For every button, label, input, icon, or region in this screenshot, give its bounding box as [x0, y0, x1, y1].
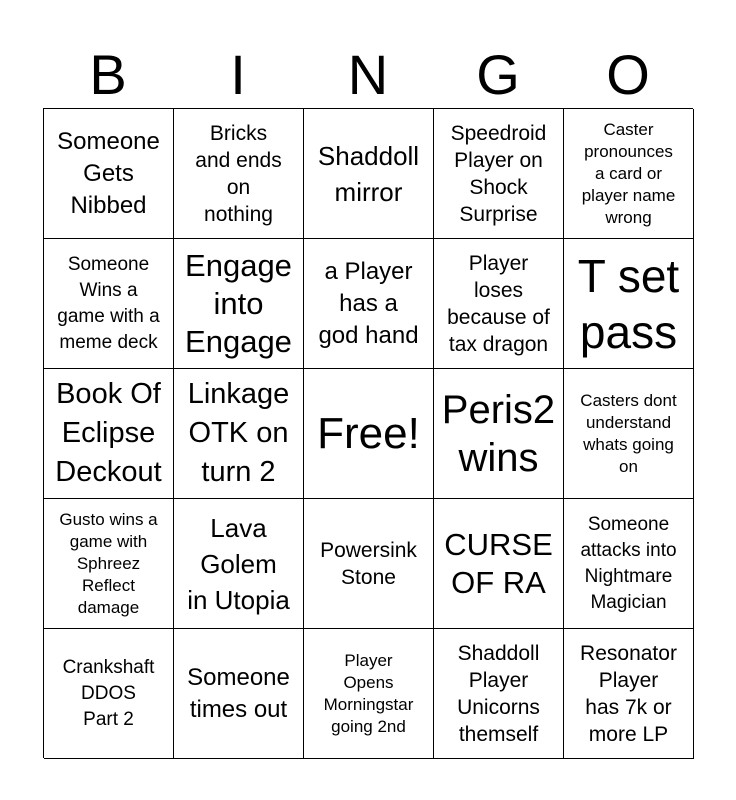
cell-text: Someone times out: [187, 663, 290, 723]
cell-text: Powersink Stone: [320, 538, 417, 589]
cell-text: Engage into Engage: [185, 247, 292, 359]
bingo-cell[interactable]: [304, 629, 434, 759]
bingo-cell[interactable]: [434, 499, 564, 629]
cell-text: Player loses because of tax dragon: [447, 251, 550, 356]
bingo-header: [43, 42, 693, 108]
bingo-cell[interactable]: [44, 499, 174, 629]
bingo-cell[interactable]: [44, 239, 174, 369]
cell-text: Gusto wins a game with Sphreez Reflect damage: [59, 509, 158, 617]
bingo-cell[interactable]: [564, 499, 694, 629]
bingo-cell[interactable]: [174, 109, 304, 239]
cell-text: Free!: [317, 408, 420, 458]
cell-text: Crankshaft DDOS Part 2: [62, 656, 155, 730]
cell-text: Linkage OTK on turn 2: [187, 378, 290, 488]
bingo-cell[interactable]: [44, 109, 174, 239]
bingo-cell[interactable]: [304, 109, 434, 239]
bingo-cell[interactable]: [434, 109, 564, 239]
cell-text: Bricks and ends on nothing: [195, 121, 282, 226]
bingo-cell[interactable]: [304, 239, 434, 369]
bingo-cell[interactable]: [44, 369, 174, 499]
bingo-cell[interactable]: [564, 629, 694, 759]
header-letter-n: N: [347, 43, 389, 106]
cell-text: Resonator Player has 7k or more LP: [580, 641, 677, 746]
cell-text: a Player has a god hand: [318, 257, 419, 349]
cell-text: CURSE OF RA: [444, 526, 553, 600]
bingo-cell[interactable]: [434, 629, 564, 759]
header-letter-o: O: [606, 43, 650, 106]
bingo-cell[interactable]: [174, 369, 304, 499]
cell-text: Casters dont understand whats going on: [580, 390, 677, 476]
cell-text: Shaddoll Player Unicorns themself: [457, 641, 540, 746]
cell-text: T set pass: [577, 249, 680, 358]
bingo-cell[interactable]: [564, 109, 694, 239]
cell-text: Someone Wins a game with a meme deck: [57, 253, 160, 353]
bingo-cell[interactable]: [174, 239, 304, 369]
cell-text: Someone attacks into Nightmare Magician: [580, 513, 677, 613]
cell-text: Shaddoll mirror: [317, 140, 420, 207]
header-letter-i: I: [230, 43, 246, 106]
header-letter-g: G: [476, 43, 520, 106]
bingo-cell[interactable]: [564, 239, 694, 369]
bingo-board: [43, 108, 693, 758]
bingo-cell[interactable]: [564, 369, 694, 499]
cell-text: Player Opens Morningstar going 2nd: [323, 650, 414, 736]
bingo-cell[interactable]: [434, 239, 564, 369]
bingo-cell[interactable]: [174, 499, 304, 629]
cell-text: Caster pronounces a card or player name wrong: [581, 119, 676, 227]
bingo-cell[interactable]: [44, 629, 174, 759]
cell-text: Someone Gets Nibbed: [57, 127, 160, 219]
cell-text: Lava Golem in Utopia: [187, 512, 290, 615]
bingo-cell[interactable]: [434, 369, 564, 499]
bingo-cell[interactable]: [174, 629, 304, 759]
header-letter-b: B: [89, 43, 127, 106]
free-cell[interactable]: [304, 369, 434, 499]
cell-text: Peris2 wins: [441, 387, 556, 480]
bingo-cell[interactable]: [304, 499, 434, 629]
cell-text: Book Of Eclipse Deckout: [55, 378, 162, 488]
cell-text: Speedroid Player on Shock Surprise: [450, 121, 547, 226]
